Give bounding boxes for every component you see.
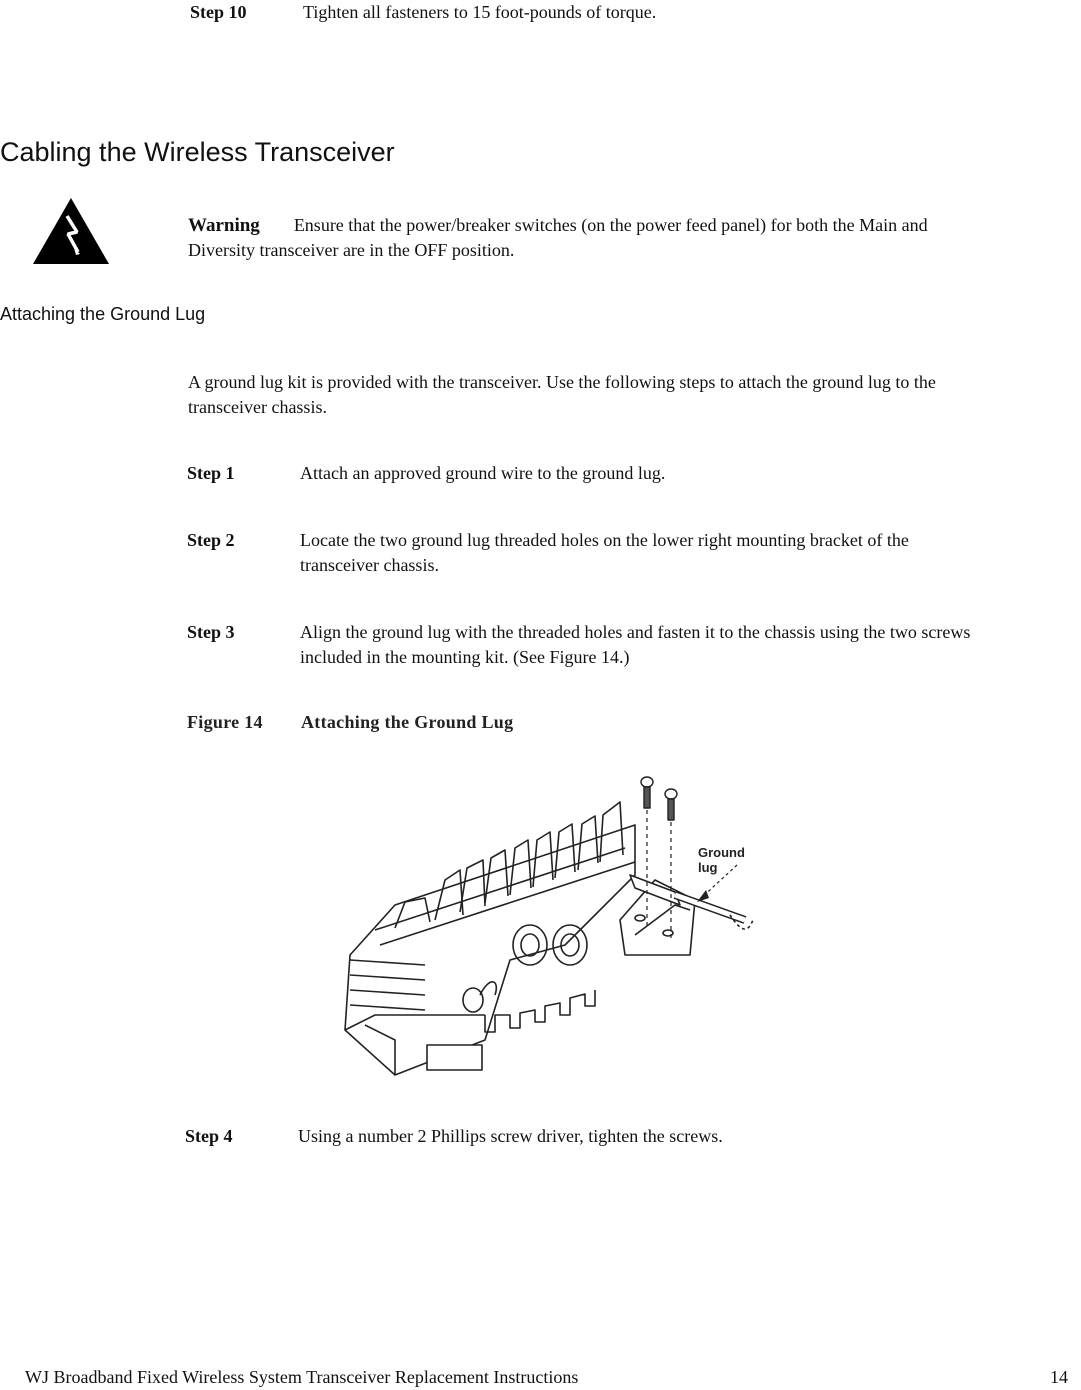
step-3-label: Step 3 — [187, 622, 235, 642]
footer-title: WJ Broadband Fixed Wireless System Transceiver Replacement Instructions — [25, 1367, 579, 1387]
figure-title: Attaching the Ground Lug — [301, 712, 514, 732]
section-title: Cabling the Wireless Transceiver — [0, 137, 395, 167]
subsection-title: Attaching the Ground Lug — [0, 304, 206, 324]
warning-text-line2: Diversity transceiver are in the OFF position. — [188, 240, 515, 260]
warning-text: Ensure that the power/breaker switches (on the power feed panel) for both the Main and — [293, 215, 928, 235]
step-2-text — [300, 528, 1070, 578]
step-2-line-2: transceiver chassis. — [300, 555, 439, 575]
intro-paragraph — [188, 370, 1068, 420]
step-10-label: Step 10 — [190, 2, 247, 22]
ground-lug-illustration — [335, 770, 765, 1085]
step-1-label: Step 1 — [187, 463, 235, 483]
warning-icon — [31, 196, 111, 271]
step-2-label: Step 2 — [187, 530, 235, 550]
step-3-line-1: Align the ground lug with the threaded holes and fasten it to the chassis using the two screws — [300, 622, 971, 642]
step-3-text — [300, 620, 1075, 670]
ground-lug-callout: Ground lug — [698, 845, 745, 875]
step-10-text: Tighten all fasteners to 15 foot-pounds of torque. — [303, 2, 657, 22]
step-3-line-2: included in the mounting kit. (See Figure 14.) — [300, 647, 630, 667]
step-1-text: Attach an approved ground wire to the ground lug. — [300, 463, 666, 483]
warning-label: Warning — [188, 215, 260, 236]
step-4-text: Using a number 2 Phillips screw driver, tighten the screws. — [298, 1126, 723, 1146]
intro-line-1: A ground lug kit is provided with the transceiver. Use the following steps to attach the ground lug to the — [188, 372, 936, 392]
intro-line-2: transceiver chassis. — [188, 397, 327, 417]
step-2-line-1: Locate the two ground lug threaded holes on the lower right mounting bracket of the — [300, 530, 909, 550]
step-4-label: Step 4 — [185, 1126, 233, 1146]
warning-block — [188, 213, 1068, 263]
page-number: 14 — [1050, 1367, 1068, 1387]
figure-number: Figure 14 — [187, 712, 263, 732]
